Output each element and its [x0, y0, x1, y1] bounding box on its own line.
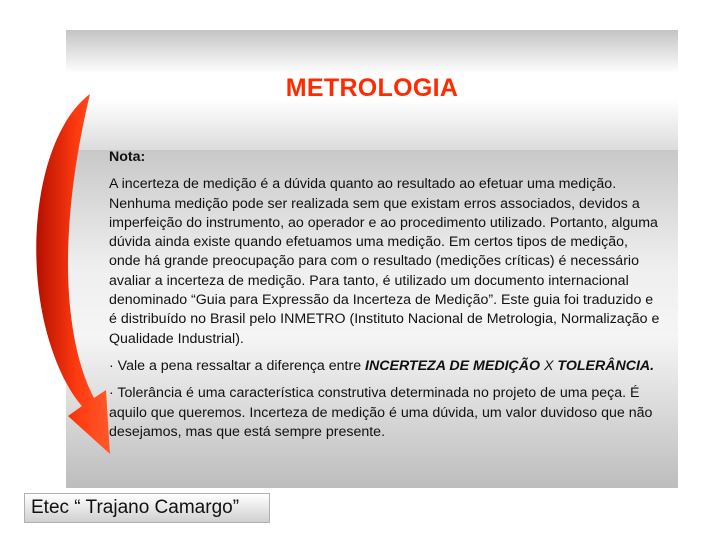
term-tolerancia: TOLERÂNCIA.	[557, 357, 655, 374]
term-x: X	[540, 357, 558, 374]
note-paragraph: A incerteza de medição é a dúvida quanto ao resultado ao efetuar uma medição. Nenhuma medição pode ser realizada sem que existam erros associados, devidos a imperfeição do instrumento, ao operador e ao procedimento utilizado. Portanto, alguma dúvida ainda existe quando efetuamos uma medição. Em certos tipos de medição, onde há grande preocupação para com o resultado (medições críticas) é necessário avaliar a incerteza de medição. Para tanto, é utilizado um documento internacional denominado “Guia para Expressão da Incerteza de Medição”. Este guia foi traduzido e é distribuído no Brasil pelo INMETRO (Instituto Nacional de Metrologia, Normalização e Qualidade Industrial).	[109, 176, 660, 347]
slide-content	[109, 148, 661, 450]
term-incerteza: INCERTEZA DE MEDIÇÃO	[365, 357, 541, 374]
bullet-difference	[109, 357, 661, 376]
footer-label: Etec “ Trajano Camargo”	[24, 493, 270, 523]
curved-arrow-icon	[20, 94, 112, 494]
note-label: Nota:	[109, 149, 146, 165]
slide-title: METROLOGIA	[285, 74, 459, 102]
bullet-difference-prefix: · Vale a pena ressaltar a diferença entre	[109, 357, 366, 374]
bullet-tolerancia: · Tolerância é uma característica construtiva determinada no projeto de uma peça. É aquilo que queremos. Incerteza de medição é uma dúvida, um valor duvidoso que não desejamos, mas que está sempre presente.	[109, 385, 653, 440]
